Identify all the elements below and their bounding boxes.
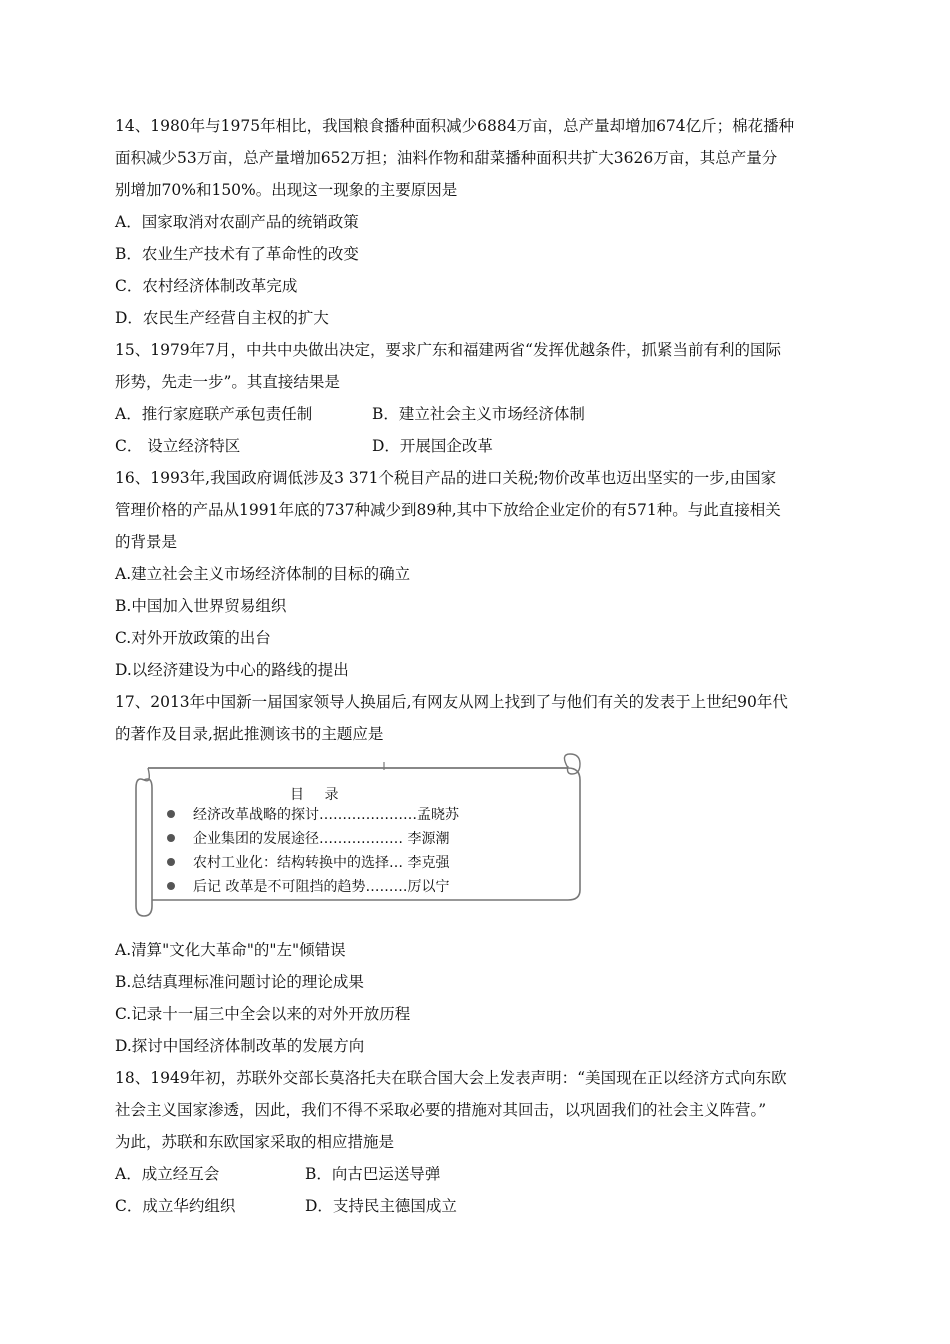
toc-row-text: 企业集团的发展途径……………… 李源潮 <box>193 831 450 847</box>
q15-option-d: D．开展国企改革 <box>372 437 493 455</box>
toc-title: 目 录 <box>290 787 347 803</box>
q17-stem-line-1: 17、2013年中国新一届国家领导人换届后,有网友从网上找到了与他们有关的发表于上世纪90年代 <box>115 693 788 711</box>
bullet-icon <box>167 882 175 890</box>
q14-option-d: D．农民生产经营自主权的扩大 <box>115 309 329 327</box>
q16-stem-line-3: 的背景是 <box>115 533 178 551</box>
q16-option-d: D.以经济建设为中心的路线的提出 <box>115 661 349 679</box>
bullet-icon <box>167 858 175 866</box>
q14-option-c: C．农村经济体制改革完成 <box>115 277 298 295</box>
q17-option-a: A.清算"文化大革命"的"左"倾错误 <box>115 941 346 959</box>
q15-stem-line-2: 形势，先走一步”。其直接结果是 <box>115 373 340 391</box>
q15-stem-line-1: 15、1979年7月，中共中央做出决定，要求广东和福建两省“发挥优越条件，抓紧当前有利的国际 <box>115 341 781 359</box>
q14-stem-line-1: 14、1980年与1975年相比，我国粮食播种面积减少6884万亩，总产量却增加674亿斤；棉花播种 <box>115 117 795 135</box>
q15-option-a: A．推行家庭联产承包责任制 <box>115 405 313 423</box>
bullet-icon <box>167 834 175 842</box>
q16-stem-line-1: 16、1993年,我国政府调低涉及3 371个税目产品的进口关税;物价改革也迈出坚实的一步,由国家 <box>115 469 777 487</box>
toc-row <box>167 854 449 872</box>
bullet-icon <box>167 810 175 818</box>
q18-stem-line-2: 社会主义国家渗透，因此，我们不得不采取必要的措施对其回击，以巩固我们的社会主义阵营。” <box>115 1101 767 1119</box>
q16-option-b: B.中国加入世界贸易组织 <box>115 597 287 615</box>
q18-option-d: D．支持民主德国成立 <box>305 1197 457 1215</box>
q18-stem-line-1: 18、1949年初，苏联外交部长莫洛托夫在联合国大会上发表声明：“美国现在正以经济方式向东欧 <box>115 1069 787 1087</box>
toc-row-text: 农村工业化：结构转换中的选择… 李克强 <box>193 855 450 871</box>
q14-stem-line-2: 面积减少53万亩，总产量增加652万担；油料作物和甜菜播种面积共扩大3626万亩，其总产量分 <box>115 149 778 167</box>
q17-option-d: D.探讨中国经济体制改革的发展方向 <box>115 1037 365 1055</box>
q18-option-c: C．成立华约组织 <box>115 1197 236 1215</box>
toc-row <box>167 830 449 848</box>
q17-stem-line-2: 的著作及目录,据此推测该书的主题应是 <box>115 725 384 743</box>
toc-row-text: 后记 改革是不可阻挡的趋势………厉以宁 <box>193 879 450 895</box>
toc-row-text: 经济改革战略的探讨…………………孟晓苏 <box>193 807 459 823</box>
q14-stem-line-3: 别增加70%和150%。出现这一现象的主要原因是 <box>115 181 458 199</box>
q18-option-b: B．向古巴运送导弹 <box>305 1165 441 1183</box>
q17-option-c: C.记录十一届三中全会以来的对外开放历程 <box>115 1005 411 1023</box>
q16-option-a: A.建立社会主义市场经济体制的目标的确立 <box>115 565 411 583</box>
q18-option-a: A．成立经互会 <box>115 1165 220 1183</box>
q14-option-b: B．农业生产技术有了革命性的改变 <box>115 245 359 263</box>
q15-option-b: B．建立社会主义市场经济体制 <box>372 405 585 423</box>
q16-option-c: C.对外开放政策的出台 <box>115 629 271 647</box>
q17-option-b: B.总结真理标准问题讨论的理论成果 <box>115 973 364 991</box>
toc-row <box>167 806 459 824</box>
q15-option-c: C． 设立经济特区 <box>115 437 241 455</box>
q16-stem-line-2: 管理价格的产品从1991年底的737种减少到89种,其中下放给企业定价的有571种。与此直接相关 <box>115 501 781 519</box>
toc-row <box>167 878 449 896</box>
q14-option-a: A．国家取消对农副产品的统销政策 <box>115 213 359 231</box>
q18-stem-line-3: 为此，苏联和东欧国家采取的相应措施是 <box>115 1133 395 1151</box>
